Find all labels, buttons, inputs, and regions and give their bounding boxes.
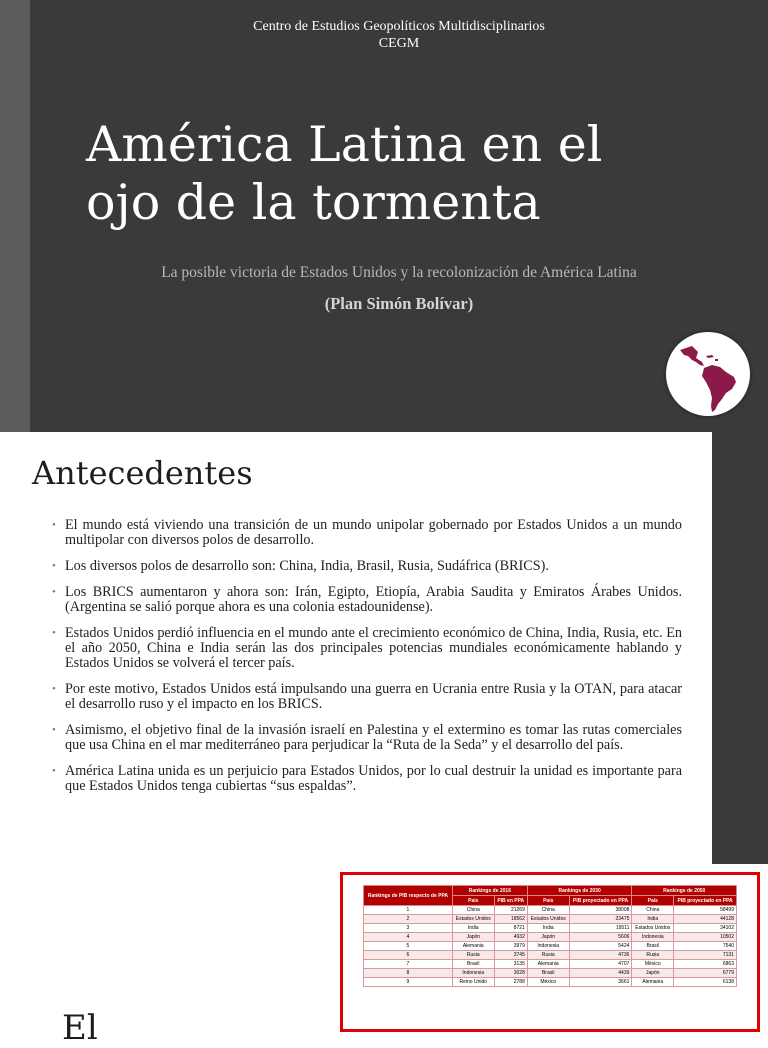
content-slide-side-bar <box>712 432 768 864</box>
table-cell: Indonesia <box>632 933 674 942</box>
table-header-gdp-projected: PIB proyectado en PPA <box>569 896 632 906</box>
bullet-icon: • <box>52 586 56 598</box>
table-row <box>364 933 737 942</box>
table-cell: China <box>452 906 494 915</box>
table-cell: 34102 <box>674 924 737 933</box>
table-cell: Estados Unidos <box>632 924 674 933</box>
list-item <box>52 764 682 794</box>
table-cell: 44128 <box>674 915 737 924</box>
table-cell: Japón <box>632 969 674 978</box>
table-body <box>364 906 737 987</box>
title-slide-side-bar <box>0 0 30 432</box>
table-cell: 10502 <box>674 933 737 942</box>
table-cell: 1 <box>364 906 453 915</box>
table-cell: 4 <box>364 933 453 942</box>
table-header-country: País <box>452 896 494 906</box>
table-cell: 3028 <box>494 969 527 978</box>
table-row <box>364 906 737 915</box>
table-cell: 7 <box>364 960 453 969</box>
bullet-icon: • <box>52 724 56 736</box>
table-cell: Brasil <box>452 960 494 969</box>
table-header-gdp-ppp: PIB en PPA <box>494 896 527 906</box>
organization-header <box>30 18 768 52</box>
list-item <box>52 626 682 671</box>
list-item-text: América Latina unida es un perjuicio para Estados Unidos, por lo cual destruir la unidad es importante para que Estados Unidos tenga cubiertas “sus espaldas”. <box>65 763 682 794</box>
table-cell: Reino Unido <box>452 978 494 987</box>
table-cell: 38008 <box>569 906 632 915</box>
organization-name: Centro de Estudios Geopolíticos Multidisciplinarios <box>253 19 545 34</box>
table-cell: 5424 <box>569 942 632 951</box>
table-cell: 6779 <box>674 969 737 978</box>
bullet-icon: • <box>52 519 56 531</box>
table-row <box>364 924 737 933</box>
table-cell: 18562 <box>494 915 527 924</box>
table-header-rank: Rankings de PIB respecto de PPA <box>364 886 453 906</box>
table-cell: Japón <box>452 933 494 942</box>
list-item-text: Los BRICS aumentaron y ahora son: Irán, Egipto, Etiopía, Arabia Saudita y Emiratos Árabes Unidos. (Argentina se salió porque ahora es una colonia estadounidense). <box>65 584 682 615</box>
table-cell: 6 <box>364 951 453 960</box>
table-cell: 4736 <box>569 951 632 960</box>
table-cell: 7540 <box>674 942 737 951</box>
table-cell: India <box>527 924 569 933</box>
table-cell: Estados Unidos <box>527 915 569 924</box>
table-cell: 4707 <box>569 960 632 969</box>
table-header-country: País <box>632 896 674 906</box>
table-cell: Alemania <box>632 978 674 987</box>
bullet-icon: • <box>52 683 56 695</box>
table-cell: Rusia <box>527 951 569 960</box>
next-slide-title-fragment: El <box>62 1008 98 1048</box>
table-cell: China <box>632 906 674 915</box>
table-cell: 7131 <box>674 951 737 960</box>
table-cell: 6863 <box>674 960 737 969</box>
list-item-text: Estados Unidos perdió influencia en el mundo ante el crecimiento económico de China, India, Rusia, etc. En el año 2050, China e India serán las dos principales potencias mundiales económicamente hablando y Estados Unidos se volverá el tercer país. <box>65 625 682 671</box>
table-cell: 3135 <box>494 960 527 969</box>
table-row <box>364 951 737 960</box>
table-cell: 5 <box>364 942 453 951</box>
table-cell: 21269 <box>494 906 527 915</box>
bullet-list <box>52 518 682 805</box>
table-cell: Estados Unidos <box>452 915 494 924</box>
table-cell: 3661 <box>569 978 632 987</box>
table-cell: Rusia <box>452 951 494 960</box>
table-row <box>364 978 737 987</box>
table-header-gdp-projected: PIB proyectado en PPA <box>674 896 737 906</box>
slide-title <box>86 116 726 232</box>
slide-title-line-2: ojo de la tormenta <box>86 174 541 231</box>
bullet-icon: • <box>52 765 56 777</box>
content-slide <box>0 432 768 1048</box>
table-header-2030: Rankings de 2030 <box>527 886 632 896</box>
table-cell: 2788 <box>494 978 527 987</box>
table-cell: México <box>632 960 674 969</box>
table-cell: 19511 <box>569 924 632 933</box>
section-heading: Antecedentes <box>32 454 253 492</box>
table-cell: 58499 <box>674 906 737 915</box>
list-item <box>52 682 682 712</box>
table-cell: 2 <box>364 915 453 924</box>
table-cell: 8721 <box>494 924 527 933</box>
table-cell: 4439 <box>569 969 632 978</box>
table-cell: Brasil <box>527 969 569 978</box>
table-cell: Indonesia <box>527 942 569 951</box>
gdp-ranking-table-image <box>340 872 760 1032</box>
slide-title-line-1: América Latina en el <box>86 116 603 173</box>
table-cell: 9 <box>364 978 453 987</box>
table-row <box>364 969 737 978</box>
list-item-text: Por este motivo, Estados Unidos está impulsando una guerra en Ucrania entre Rusia y la OTAN, para atacar el desarrollo ruso y el impacto en los BRICS. <box>65 681 682 712</box>
table-row <box>364 942 737 951</box>
slide-subtitle: La posible victoria de Estados Unidos y la recolonización de América Latina <box>161 264 637 281</box>
table-header-2050: Rankings de 2050 <box>632 886 737 896</box>
list-item <box>52 518 682 548</box>
list-item-text: El mundo está viviendo una transición de un mundo unipolar gobernado por Estados Unidos a un mundo multipolar con diversos polos de desarrollo. <box>65 517 682 548</box>
bullet-icon: • <box>52 560 56 572</box>
table-cell: China <box>527 906 569 915</box>
table-cell: 3745 <box>494 951 527 960</box>
latin-america-map-logo-icon <box>666 332 750 416</box>
list-item <box>52 723 682 753</box>
organization-acronym: CEGM <box>378 36 420 51</box>
table-cell: Japón <box>527 933 569 942</box>
table-cell: 4932 <box>494 933 527 942</box>
table-cell: Alemania <box>452 942 494 951</box>
list-item <box>52 585 682 615</box>
table-row <box>364 915 737 924</box>
table-cell: 3979 <box>494 942 527 951</box>
title-slide <box>0 0 768 432</box>
table-header-2016: Rankings de 2016 <box>452 886 527 896</box>
table-cell: Indonesia <box>452 969 494 978</box>
table-cell: Rusia <box>632 951 674 960</box>
table-cell: 5606 <box>569 933 632 942</box>
table-cell: Alemania <box>527 960 569 969</box>
list-item <box>52 559 682 574</box>
table-cell: 6138 <box>674 978 737 987</box>
list-item-text: Los diversos polos de desarrollo son: China, India, Brasil, Rusia, Sudáfrica (BRICS). <box>65 558 549 574</box>
table-cell: India <box>452 924 494 933</box>
table-cell: 23475 <box>569 915 632 924</box>
bullet-icon: • <box>52 627 56 639</box>
list-item-text: Asimismo, el objetivo final de la invasión israelí en Palestina y el extermino es tomar las rutas comerciales que usa China en el mar mediterráneo para perjudicar la “Ruta de la Seda” y el desarrollo del país. <box>65 722 682 753</box>
table-cell: India <box>632 915 674 924</box>
table-cell: 8 <box>364 969 453 978</box>
table-header-country: País <box>527 896 569 906</box>
table-cell: 3 <box>364 924 453 933</box>
table-cell: Brasil <box>632 942 674 951</box>
table-cell: México <box>527 978 569 987</box>
gdp-ranking-table <box>363 885 737 987</box>
plan-label: (Plan Simón Bolívar) <box>324 294 474 313</box>
table-row <box>364 960 737 969</box>
